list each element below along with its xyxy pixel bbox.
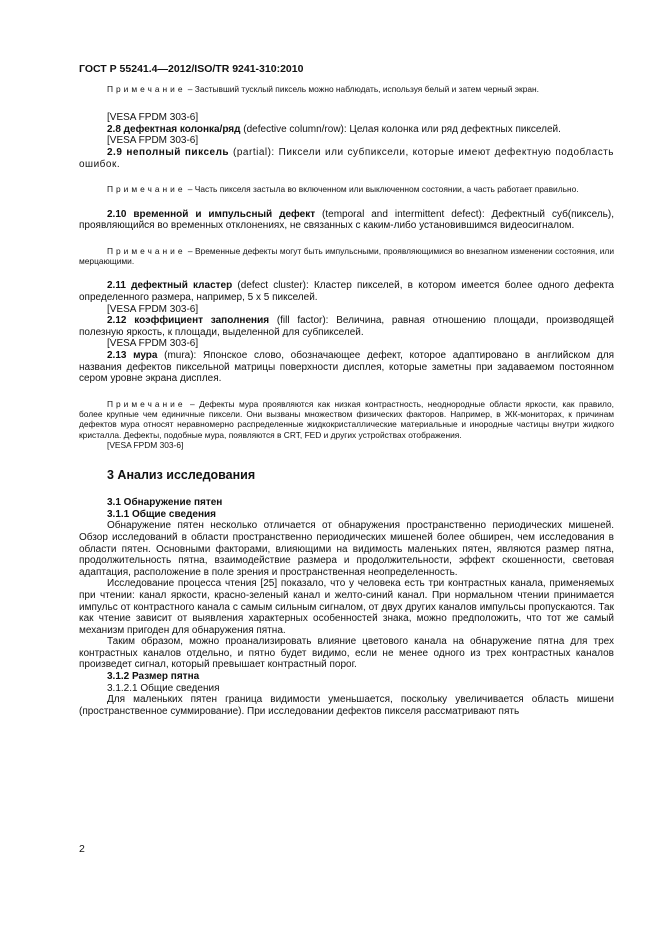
note-source-ref: [VESA FPDM 303-6] (107, 439, 184, 450)
paragraph-1: Обнаружение пятен несколько отличается от обнаружения пространственно периодических мишеней. Обзор исследований в области пространственно периодических мишеней более обширен, чем исследования в области пятен. Основными факторами, влияющими на видимость маленьких пятен, являются размер пятна, продолжительность пятна, взаимодействие размера и продолжительности, эффект скошенности, световая адаптация, расположение в поле зрения и пространственная неопределенность. (79, 520, 614, 578)
source-ref: [VESA FPDM 303-6] (107, 135, 199, 147)
paragraph-3: Таким образом, можно проанализировать влияние цветового канала на обнаружение пятна для трех контрастных каналов отдельно, и пятно будет видимо, если не менее одного из трех контрастных каналов произведет сигнал, который превышает контрастный порог. (79, 636, 614, 671)
note-3: Примечание – Временные дефекты могут быть импульсными, проявляющимися во внезапном изменении состояния, или мерцающими. (79, 245, 614, 267)
term-2-8: 2.8 дефектная колонка/ряд (defective column/row): Целая колонка или ряд дефектных пикселей. (107, 123, 561, 135)
document-header: ГОСТ Р 55241.4—2012/ISO/TR 9241-310:2010 (79, 63, 304, 75)
paragraph-4: Для маленьких пятен граница видимости уменьшается, поскольку увеличивается область мишени (пространственное суммирование). При исследовании дефектов пикселя рассматривают пять (79, 694, 614, 717)
subsection-3-1-1-heading: 3.1.1 Общие сведения (107, 508, 216, 520)
note-1: Примечание – Застывший тусклый пиксель можно наблюдать, используя белый и затем черный экран. (107, 84, 539, 94)
subsection-3-1-2-heading: 3.1.2 Размер пятна (107, 671, 200, 683)
source-ref: [VESA FPDM 303-6] (107, 303, 199, 315)
term-2-12: 2.12 коэффициент заполнения (fill factor): Величина, равная отношению площади, производящей полезную яркость, к площади, выделенной для субпикселей. (79, 315, 614, 338)
term-2-9: 2.9 неполный пиксель (partial): Пиксели или субпиксели, которые имеют дефектную подобласть ошибок. (79, 147, 614, 170)
paragraph-2: Исследование процесса чтения [25] показало, что у человека есть три контрастных канала, применяемых при чтении: канал яркости, красно-зеленый канал и желто-синий канал. При нормальном чтении принимается импульс от контрастного канала с самым сильным сигналом, от двух других каналов импульсы пропускаются. Так как чтение зависит от выявления характерных особенностей знака, можно предположить, что тот же самый механизм пригоден для обнаружения пятна. (79, 578, 614, 636)
subsection-3-1-2-1-heading: 3.1.2.1 Общие сведения (107, 682, 220, 694)
term-2-10: 2.10 временной и импульсный дефект (temporal and intermittent defect): Дефектный суб(пиксель), проявляющийся во временных отклонениях, не связанных с каким-либо установившимся видеосигналом. (79, 208, 614, 232)
source-ref: [VESA FPDM 303-6] (107, 338, 199, 350)
note-4: Примечание – Дефекты мура проявляются как низкая контрастность, неоднородные области яркости, как правило, более крупные чем единичные пиксели. Они вызваны множеством физических факторов. Например, в ЖК-мониторах, к причинам дефектов мура относят неравномерно распределенные жидкокристаллические материальные и инородные частицы внутри жидкого кристалла. Дефекты, подобные мура, появляются в CRT, FED и других устройствах отображения. (79, 398, 614, 440)
note-2: Примечание – Часть пикселя застыла во включенном или выключенном состоянии, а часть работает правильно. (107, 184, 579, 195)
page-number: 2 (79, 843, 85, 855)
document-body (79, 84, 614, 717)
term-2-11: 2.11 дефектный кластер (defect cluster): Кластер пикселей, в котором имеется более одного дефекта определенного размера, например, 5 x 5 пикселей. (79, 280, 614, 303)
note-label: Примечание (107, 84, 186, 94)
source-ref: [VESA FPDM 303-6] (107, 112, 199, 124)
term-2-13: 2.13 мура (mura): Японское слово, обозначающее дефект, которое адаптировано в английском для названия дефектов пиксельной матрицы поверхности дисплея, которые заметны при задаваемом постоянном сером уровне экрана дисплея. (79, 349, 614, 385)
section-3-heading: 3 Анализ исследования (107, 468, 256, 483)
subsection-3-1-heading: 3.1 Обнаружение пятен (107, 497, 223, 509)
